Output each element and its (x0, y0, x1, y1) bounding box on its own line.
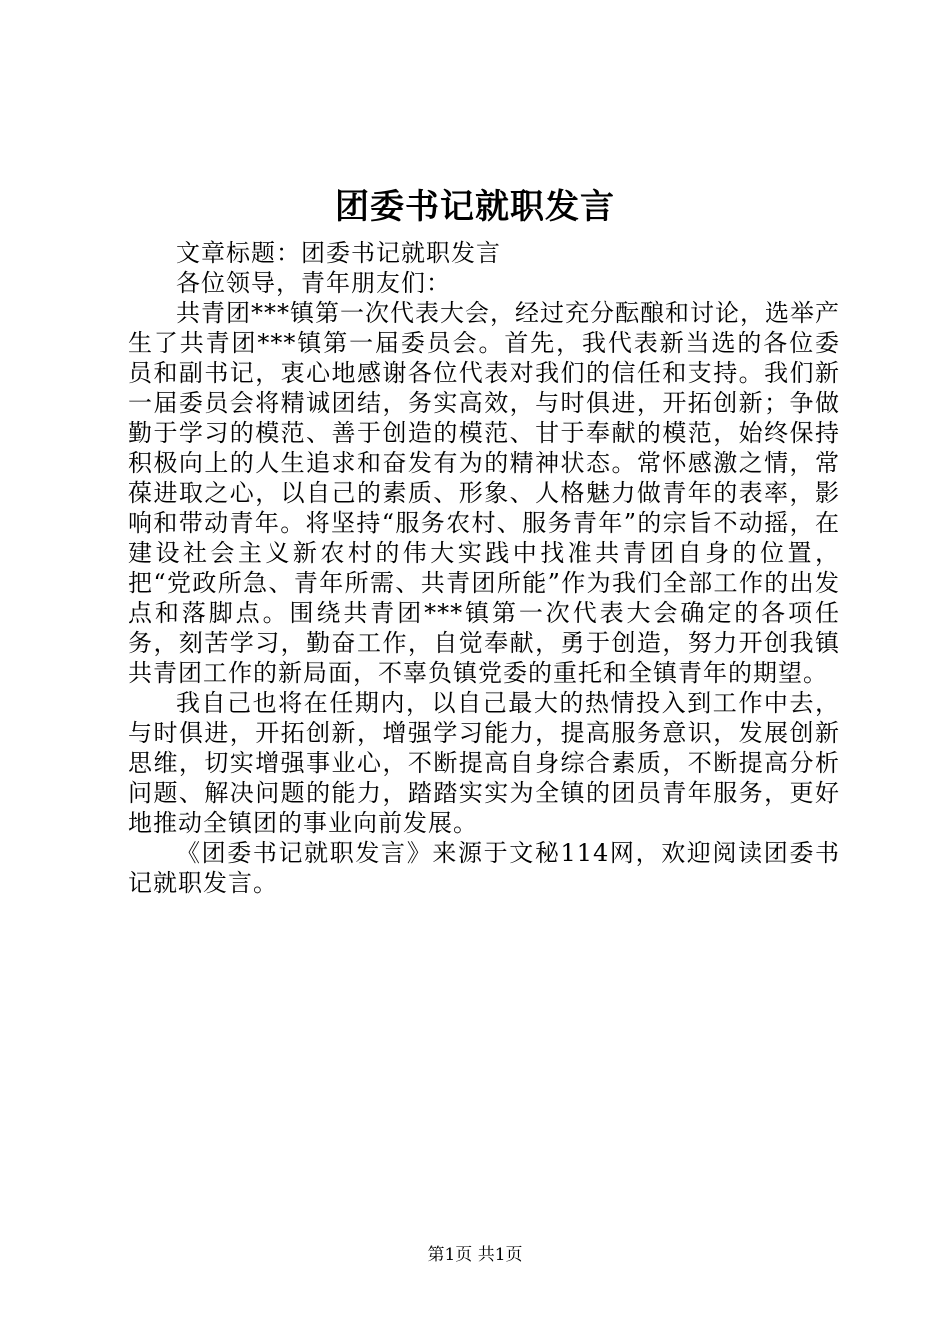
source-note: 《团委书记就职发言》来源于文秘114网，欢迎阅读团委书记就职发言。 (128, 839, 840, 897)
article-title-line: 文章标题：团委书记就职发言 (176, 239, 501, 267)
body-paragraph: 我自己也将在任期内，以自己最大的热情投入到工作中去，与时俱进，开拓创新，增强学习能力，提高服务意识，发展创新思维，切实增强事业心，不断提高自身综合素质，不断提高分析问题、解决问题的能力，踏踏实实为全镇的团员青年服务，更好地推动全镇团的事业向前发展。 (128, 689, 840, 837)
salutation: 各位领导，青年朋友们： (176, 269, 451, 297)
body-paragraph: 共青团***镇第一次代表大会，经过充分酝酿和讨论，选举产生了共青团***镇第一届委员会。首先，我代表新当选的各位委员和副书记，衷心地感谢各位代表对我们的信任和支持。我们新一届委员会将精诚团结，务实高效，与时俱进，开拓创新；争做勤于学习的模范、善于创造的模范、甘于奉献的模范，始终保持积极向上的人生追求和奋发有为的精神状态。常怀感激之情，常葆进取之心，以自己的素质、形象、人格魅力做青年的表率，影响和带动青年。将坚持“服务农村、服务青年”的宗旨不动摇，在建设社会主义新农村的伟大实践中找准共青团自身的位置，把“党政所急、青年所需、共青团所能”作为我们全部工作的出发点和落脚点。围绕共青团***镇第一次代表大会确定的各项任务，刻苦学习，勤奋工作，自觉奉献，勇于创造，努力开创我镇共青团工作的新局面，不辜负镇党委的重托和全镇青年的期望。 (128, 299, 840, 687)
document-title: 团委书记就职发言 (335, 187, 615, 227)
page-footer: 第1页 共1页 (427, 1245, 523, 1265)
document-body (128, 238, 840, 898)
